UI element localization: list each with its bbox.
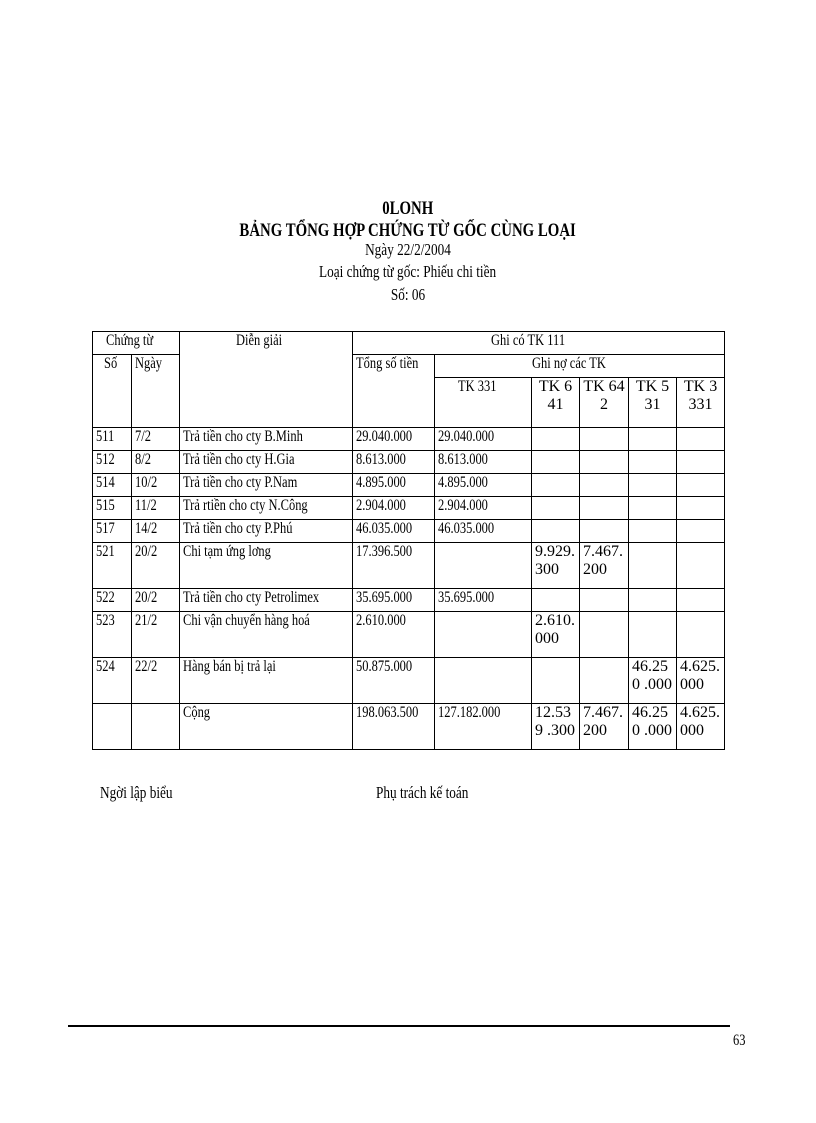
cell-ngay: 21/2 [132,612,180,658]
cell-tk331: 8.613.000 [435,451,532,474]
cell-tk331 [435,658,532,704]
cell-tk641: 2.610. 000 [532,612,580,658]
cell-tong: 4.895.000 [353,474,435,497]
cell-tk641 [532,474,580,497]
cell-tk3331 [677,543,725,589]
header-tk331: TK 331 [435,378,532,428]
cell-tk531 [629,451,677,474]
cell-ngay: 8/2 [132,451,180,474]
document-code: 0LONH [382,198,434,219]
cell-tk3331 [677,428,725,451]
cell-so: 514 [93,474,132,497]
signature-preparer: Ngời lập biểu [100,783,173,802]
header-tk3331: TK 3331 [677,378,725,428]
cell-so: 511 [93,428,132,451]
cell-ngay: 11/2 [132,497,180,520]
cell-tk331: 4.895.000 [435,474,532,497]
cell-dg: Cộng [180,704,353,750]
cell-tk3331 [677,520,725,543]
cell-so: 522 [93,589,132,612]
cell-dg: Chi vận chuyển hàng hoá [180,612,353,658]
signature-chief-accountant: Phụ trách kế toán [376,783,469,802]
cell-so [93,704,132,750]
cell-dg: Hàng bán bị trả lại [180,658,353,704]
cell-tong: 2.610.000 [353,612,435,658]
cell-so: 524 [93,658,132,704]
cell-tk641: 12.539 .300 [532,704,580,750]
page-number: 63 [733,1032,746,1049]
cell-tk331: 2.904.000 [435,497,532,520]
cell-tk641 [532,451,580,474]
cell-tong: 35.695.000 [353,589,435,612]
cell-so: 523 [93,612,132,658]
cell-tk642 [580,474,629,497]
header-ghi-co: Ghi có TK 111 [353,332,725,355]
header-ghi-no: Ghi nợ các TK [435,355,725,378]
cell-tk641 [532,497,580,520]
cell-tk331: 29.040.000 [435,428,532,451]
document-date: Ngày 22/2/2004 [365,240,451,259]
cell-tk531: 46.250 .000 [629,704,677,750]
cell-ngay: 10/2 [132,474,180,497]
table-row [93,520,725,543]
table-row [93,451,725,474]
header-tk641: TK 641 [532,378,580,428]
cell-tk331 [435,543,532,589]
cell-ngay: 7/2 [132,428,180,451]
cell-tk641 [532,658,580,704]
cell-tong: 29.040.000 [353,428,435,451]
cell-so: 521 [93,543,132,589]
footer-rule [68,1025,730,1027]
cell-tk642 [580,428,629,451]
table-row [93,658,725,704]
cell-tk531 [629,589,677,612]
header-tong: Tổng số tiền [353,355,435,428]
cell-tk331: 35.695.000 [435,589,532,612]
cell-tk3331: 4.625. 000 [677,658,725,704]
cell-ngay: 14/2 [132,520,180,543]
header-tk642: TK 642 [580,378,629,428]
cell-tk3331: 4.625. 000 [677,704,725,750]
cell-tk331 [435,612,532,658]
cell-tong: 2.904.000 [353,497,435,520]
document-number: Số: 06 [390,285,426,304]
cell-tk331: 46.035.000 [435,520,532,543]
cell-dg: Chi tạm ứng lơng [180,543,353,589]
cell-tk3331 [677,451,725,474]
table-row [93,428,725,451]
cell-tk641 [532,520,580,543]
cell-so: 515 [93,497,132,520]
cell-tk642 [580,589,629,612]
cell-tk642: 7.467. 200 [580,704,629,750]
cell-tk3331 [677,612,725,658]
table-row [93,612,725,658]
cell-tk531 [629,497,677,520]
cell-tong: 17.396.500 [353,543,435,589]
cell-tk642: 7.467. 200 [580,543,629,589]
cell-tk531 [629,612,677,658]
cell-tong: 50.875.000 [353,658,435,704]
summary-table [92,331,725,750]
cell-tong: 46.035.000 [353,520,435,543]
header-so: Số [93,355,132,428]
document-title: BẢNG TỔNG HỢP CHỨNG TỪ GỐC CÙNG LOẠI [239,220,577,241]
header-ngay: Ngày [132,355,180,428]
header-chung-tu: Chứng từ [93,332,180,355]
cell-tk531 [629,543,677,589]
cell-tk531 [629,428,677,451]
table-row [93,474,725,497]
cell-tk3331 [677,497,725,520]
cell-ngay [132,704,180,750]
cell-tk531 [629,474,677,497]
cell-tk642 [580,612,629,658]
cell-tk642 [580,451,629,474]
cell-tk642 [580,520,629,543]
table-row [93,497,725,520]
header-tk531: TK 531 [629,378,677,428]
cell-dg: Trả tiền cho cty H.Gia [180,451,353,474]
header-dien-giai: Diễn giải [180,332,353,428]
cell-dg: Trả rtiền cho cty N.Công [180,497,353,520]
cell-tong: 8.613.000 [353,451,435,474]
cell-dg: Trả tiền cho cty B.Minh [180,428,353,451]
cell-tk531: 46.250 .000 [629,658,677,704]
cell-tk531 [629,520,677,543]
cell-dg: Trả tiền cho cty Petrolimex [180,589,353,612]
cell-tong: 198.063.500 [353,704,435,750]
cell-tk331: 127.182.000 [435,704,532,750]
table-row [93,704,725,750]
table-row [93,589,725,612]
cell-tk642 [580,497,629,520]
cell-tk641 [532,589,580,612]
cell-ngay: 20/2 [132,589,180,612]
cell-ngay: 20/2 [132,543,180,589]
cell-dg: Trả tiền cho cty P.Nam [180,474,353,497]
cell-so: 512 [93,451,132,474]
cell-tk3331 [677,589,725,612]
cell-tk641 [532,428,580,451]
cell-tk642 [580,658,629,704]
table-row [93,543,725,589]
cell-so: 517 [93,520,132,543]
cell-tk641: 9.929. 300 [532,543,580,589]
cell-tk3331 [677,474,725,497]
cell-dg: Trả tiền cho cty P.Phú [180,520,353,543]
cell-ngay: 22/2 [132,658,180,704]
document-type: Loại chứng từ gốc: Phiếu chi tiền [319,262,497,281]
